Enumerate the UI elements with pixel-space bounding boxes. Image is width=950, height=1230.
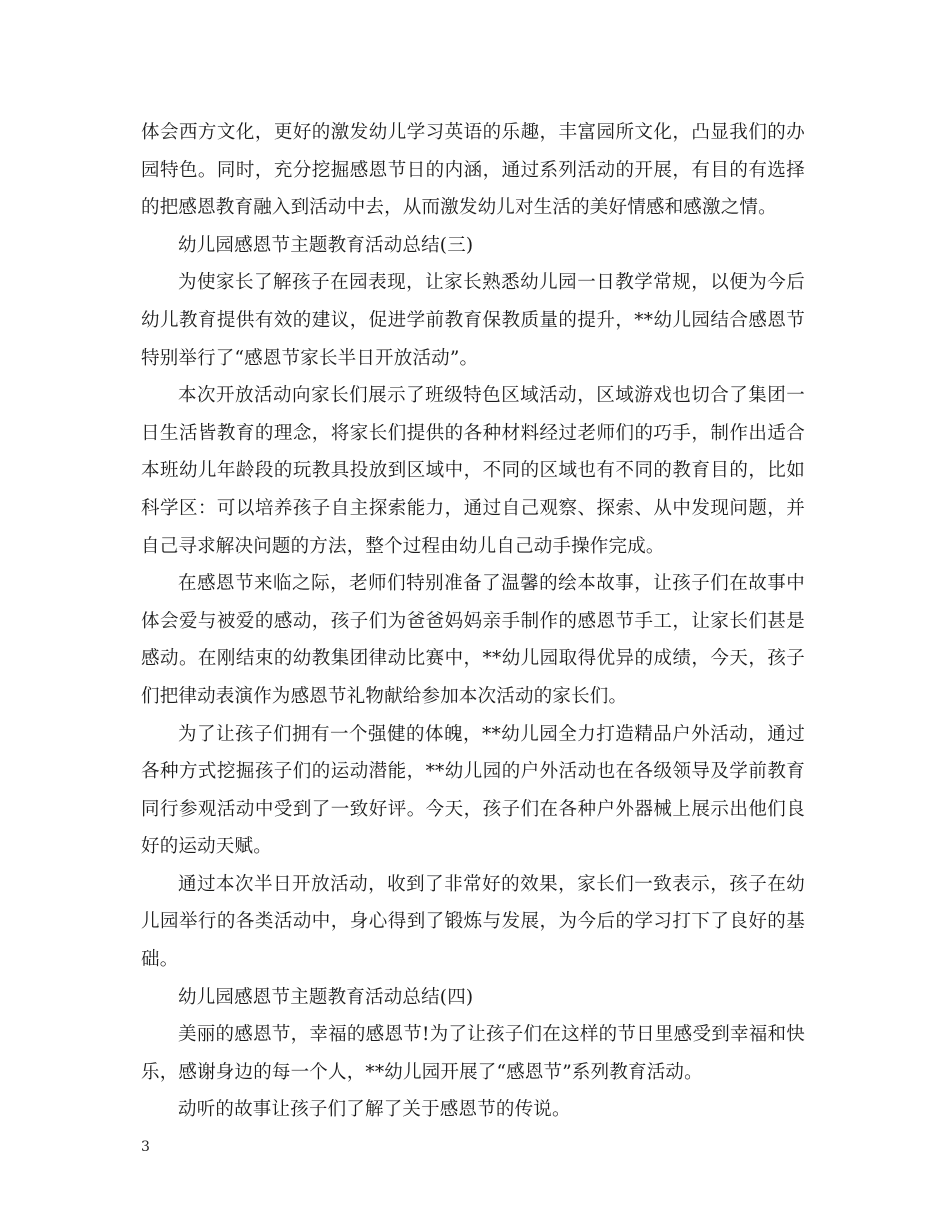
paragraph-thanksgiving-series: 美丽的感恩节，幸福的感恩节!为了让孩子们在这样的节日里感受到幸福和快乐，感谢身边的每一个人，**幼儿园开展了“感恩节”系列教育活动。: [141, 1024, 805, 1083]
section-heading-three: 幼儿园感恩节主题教育活动总结(三): [178, 234, 474, 256]
page-number: 3: [141, 1139, 150, 1155]
paragraph-story-legend: 动听的故事让孩子们了解了关于感恩节的传说。: [178, 1099, 571, 1121]
paragraph-open-day-intro: 为使家长了解孩子在园表现，让家长熟悉幼儿园一日教学常规，以便为今后幼儿教育提供有效的建议，促进学前教育保教质量的提升，**幼儿园结合感恩节特别举行了“感恩节家长半日开放活动”。: [141, 272, 805, 369]
document-body: [141, 114, 805, 1129]
paragraph-continuation: 体会西方文化，更好的激发幼儿学习英语的乐趣，丰富园所文化，凸显我们的办园特色。同时，充分挖掘感恩节日的内涵，通过系列活动的开展，有目的有选择的把感恩教育融入到活动中去，从而激发幼儿对生活的美好情感和感激之情。: [141, 122, 805, 219]
paragraph-area-activities: 本次开放活动向家长们展示了班级特色区域活动，区域游戏也切合了集团一日生活皆教育的理念，将家长们提供的各种材料经过老师们的巧手，制作出适合本班幼儿年龄段的玩教具投放到区域中，不同的区域也有不同的教育目的，比如科学区：可以培养孩子自主探索能力，通过自己观察、探索、从中发现问题，并自己寻求解决问题的方法，整个过程由幼儿自己动手操作完成。: [141, 385, 805, 557]
section-heading-four: 幼儿园感恩节主题教育活动总结(四): [178, 986, 474, 1008]
paragraph-results: 通过本次半日开放活动，收到了非常好的效果，家长们一致表示，孩子在幼儿园举行的各类活动中，身心得到了锻炼与发展，为今后的学习打下了良好的基础。: [141, 873, 805, 971]
paragraph-outdoor-activities: 为了让孩子们拥有一个强健的体魄，**幼儿园全力打造精品户外活动，通过各种方式挖掘孩子们的运动潜能，**幼儿园的户外活动也在各级领导及学前教育同行参观活动中受到了一致好评。今天，孩子们在各种户外器械上展示出他们良好的运动天赋。: [141, 723, 805, 858]
paragraph-picture-book-story: 在感恩节来临之际，老师们特别准备了温馨的绘本故事，让孩子们在故事中体会爱与被爱的感动，孩子们为爸爸妈妈亲手制作的感恩节手工，让家长们甚是感动。在刚结束的幼教集团律动比赛中，**幼儿园取得优异的成绩，今天，孩子们把律动表演作为感恩节礼物献给参加本次活动的家长们。: [141, 573, 805, 707]
